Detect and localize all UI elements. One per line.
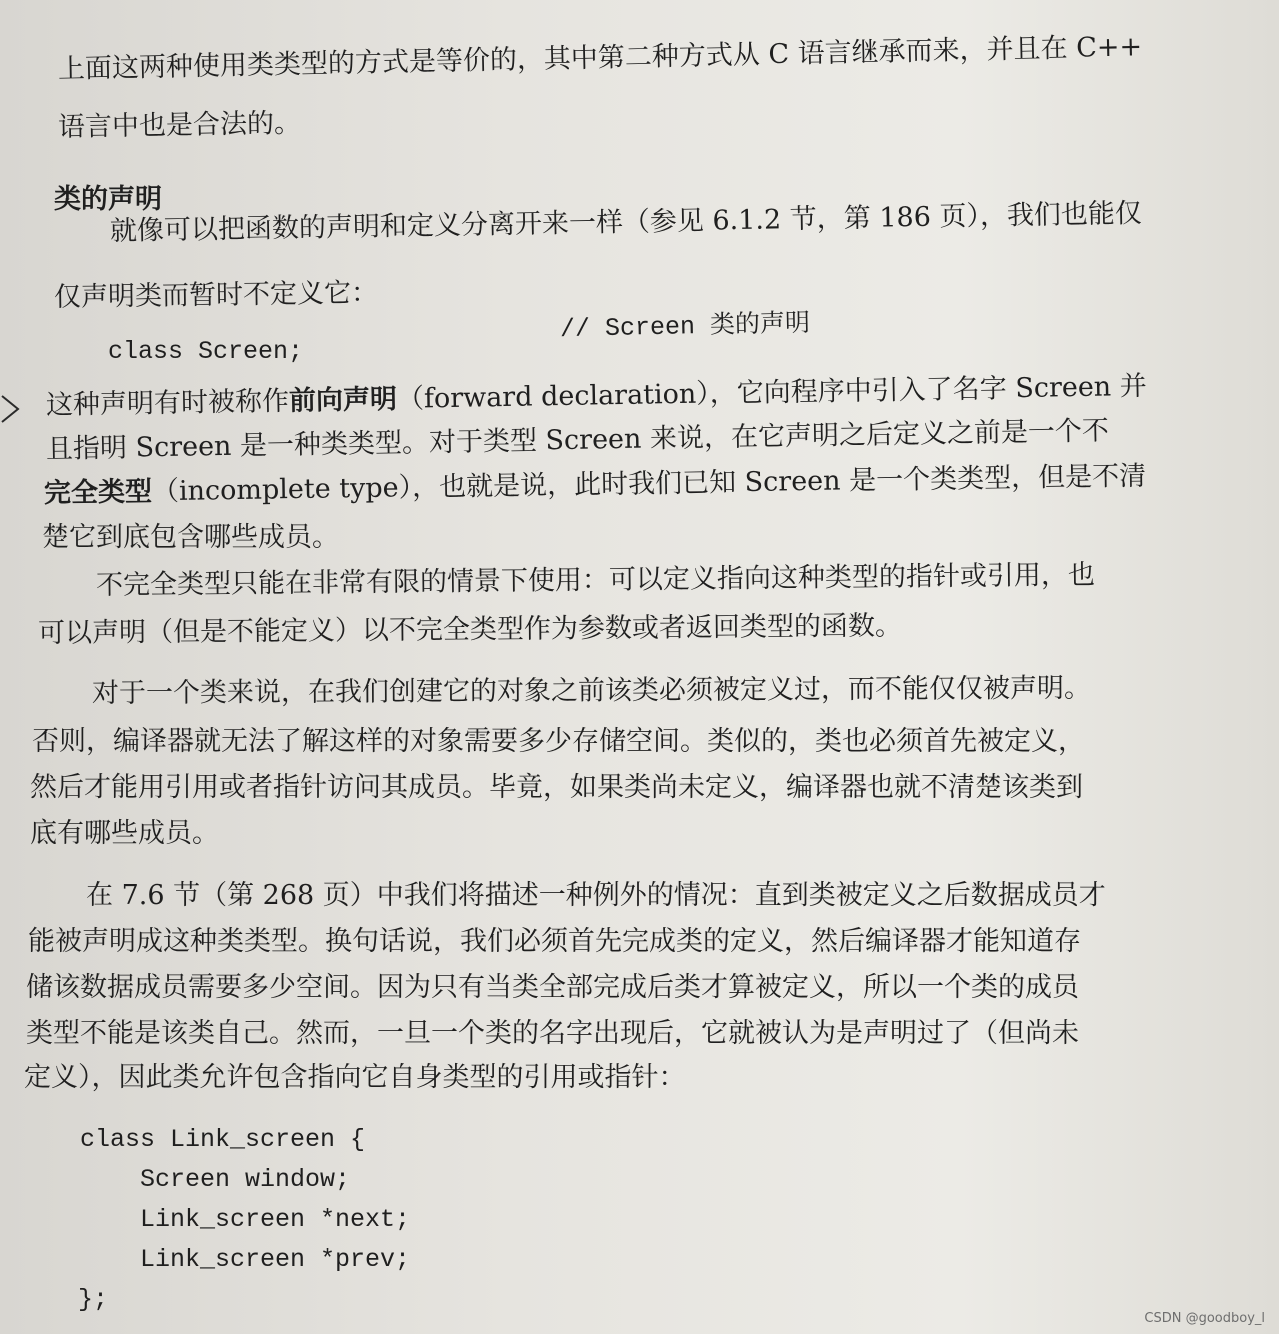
text-line: 仅声明类而暂时不定义它： <box>53 277 379 313</box>
watermark: CSDN @goodboy_l <box>1144 1311 1265 1326</box>
code-comment: // Screen 类的声明 <box>559 309 811 344</box>
code-line: Link_screen *next; <box>80 1205 411 1234</box>
text-line: 对于一个类来说，在我们创建它的对象之前该类必须被定义过，而不能仅仅被声明。 <box>91 672 1092 709</box>
text-line: 可以声明（但是不能定义）以不完全类型作为参数或者返回类型的函数。 <box>37 610 903 649</box>
text-line: 不完全类型只能在非常有限的情景下使用：可以定义指向这种类型的指针或引用，也 <box>95 559 1096 601</box>
fwd-suffix: （forward declaration）， <box>396 377 738 415</box>
fwd-prefix: 这种声明有时被称作 <box>45 385 290 421</box>
margin-arrow-icon <box>0 392 20 426</box>
text-line <box>44 459 1147 512</box>
text-line: 上面这两种使用类类型的方式是等价的，其中第二种方式从 C 语言继承而来，并且在 C++ <box>57 31 1143 85</box>
code-line: }; <box>78 1285 109 1314</box>
text-line: 就像可以把函数的声明和定义分离开来一样（参见 6.1.2 节，第 186 页），我们也能仅 <box>109 197 1143 247</box>
text-line: 语言中也是合法的。 <box>57 107 302 143</box>
text-line: 且指明 Screen 是一种类类型。对于类型 Screen 来说，在它声明之后定义之前是一个不 <box>45 415 1110 465</box>
section-heading: 类的声明 <box>54 184 162 215</box>
text-line: 能被声明成这种类类型。换句话说，我们必须首先完成类的定义，然后编译器才能知道存 <box>28 926 1081 957</box>
text-line: 底有哪些成员。 <box>30 818 219 849</box>
text-line: 然后才能用引用或者指针访问其成员。毕竟，如果类尚未定义，编译器也就不清楚该类到 <box>30 772 1083 803</box>
text-span: （incomplete type），也就是说，此时我们已知 Screen 是一个类类型，但是不清 <box>151 460 1147 508</box>
text-line: 楚它到底包含哪些成员。 <box>42 522 339 553</box>
code-line: class Link_screen { <box>80 1125 366 1154</box>
text-line: 类型不能是该类自己。然而，一旦一个类的名字出现后，它就被认为是声明过了（但尚未 <box>26 1018 1079 1049</box>
text-line: 定义），因此类允许包含指向它自身类型的引用或指针： <box>24 1062 686 1093</box>
code-line: Link_screen *prev; <box>80 1245 411 1274</box>
text-line: 储该数据成员需要多少空间。因为只有当类全部完成后类才算被定义，所以一个类的成员 <box>26 972 1079 1003</box>
text-line: 在 7.6 节（第 268 页）中我们将描述一种例外的情况：直到类被定义之后数据成员才 <box>86 880 1106 911</box>
term-forward-declaration: 前向声明 <box>288 383 398 417</box>
code-class-screen: class Screen; <box>108 337 304 366</box>
code-line: Screen window; <box>80 1165 351 1194</box>
fwd-rest: 它向程序中引入了名字 Screen 并 <box>736 370 1148 409</box>
term-incomplete-type: 完全类型 <box>43 476 153 509</box>
text-line: 否则，编译器就无法了解这样的对象需要多少存储空间。类似的，类也必须首先被定义， <box>32 726 1085 757</box>
